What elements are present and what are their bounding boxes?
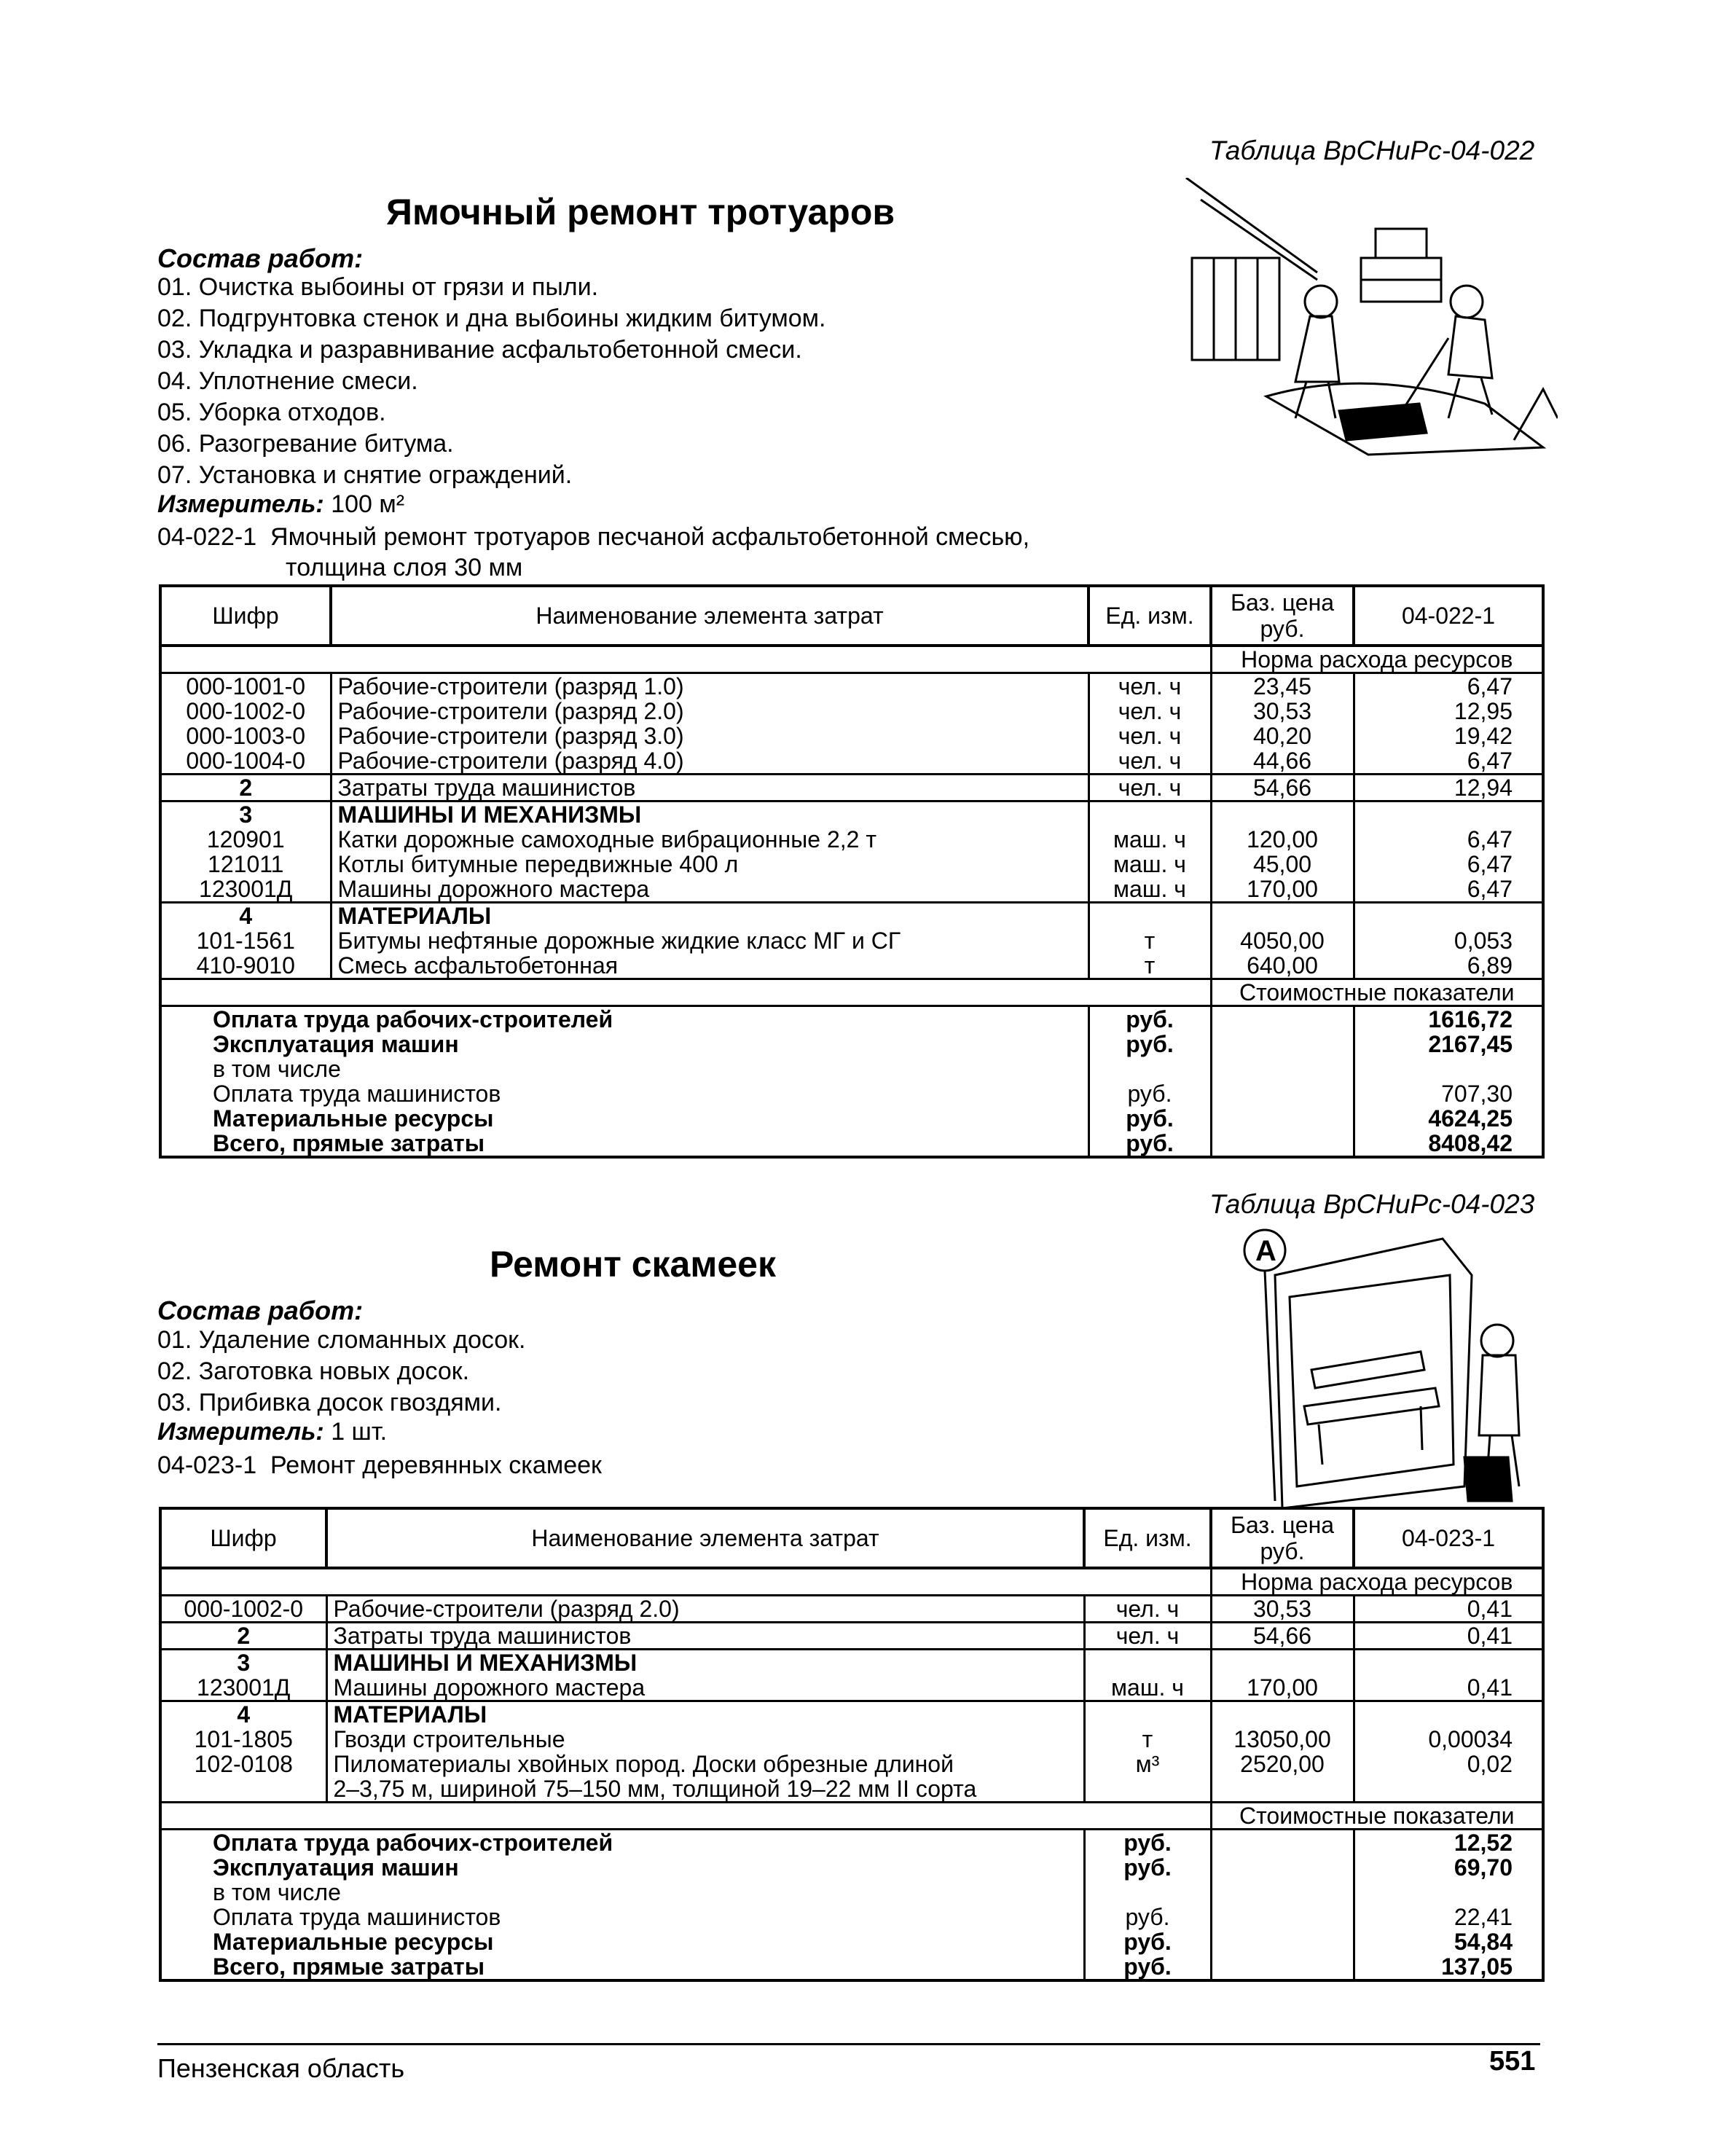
group-code: 4 — [160, 1701, 326, 1728]
work-step: 03. Прибивка досок гвоздями. — [157, 1389, 502, 1416]
cell-price: 54,66 — [1211, 1623, 1354, 1650]
cell-code: 123001Д — [160, 877, 331, 903]
table-row — [160, 673, 1543, 699]
cell-name: Затраты труда машинистов — [326, 1623, 1084, 1650]
cost-name: Материальные ресурсы — [213, 1105, 494, 1132]
cell-price: 40,20 — [1211, 724, 1354, 748]
cost-unit — [1084, 1880, 1211, 1905]
cost-row — [160, 1081, 1543, 1106]
cell-norm — [1354, 1776, 1543, 1803]
table-row — [160, 852, 1543, 877]
table-row — [160, 827, 1543, 852]
cell-price: 170,00 — [1211, 877, 1354, 903]
cell-norm: 0,41 — [1354, 1596, 1543, 1623]
work-steps-2 — [157, 1325, 525, 1419]
table-row — [160, 724, 1543, 748]
cost-unit: руб. — [1084, 1855, 1211, 1880]
header-code: 04-023-1 — [1354, 1508, 1543, 1568]
table-row — [160, 1623, 1543, 1650]
cell-price — [1211, 1701, 1354, 1728]
cell-name: Рабочие-строители (разряд 2.0) — [331, 699, 1088, 724]
table-row — [160, 953, 1543, 979]
cost-unit: руб. — [1088, 1032, 1211, 1057]
header-name: Наименование элемента затрат — [331, 586, 1088, 646]
cost-unit: руб. — [1084, 1929, 1211, 1954]
group-name: МАШИНЫ И МЕХАНИЗМЫ — [326, 1650, 1084, 1676]
cell-price: 23,45 — [1211, 673, 1354, 699]
cost-value: 137,05 — [1441, 1953, 1513, 1980]
bench-repair-drawing — [1231, 1224, 1552, 1512]
cost-price-empty — [1211, 1032, 1354, 1057]
cell-name: Рабочие-строители (разряд 3.0) — [331, 724, 1088, 748]
cell-name: Котлы битумные передвижные 400 л — [331, 852, 1088, 877]
cell-unit: чел. ч — [1084, 1596, 1211, 1623]
cell-norm — [1354, 1650, 1543, 1676]
cell-price: 30,53 — [1211, 699, 1354, 724]
cost-value: 12,52 — [1354, 1830, 1543, 1856]
cost-name: Материальные ресурсы — [213, 1929, 494, 1955]
cell-unit — [1084, 1650, 1211, 1676]
cell-code: 000-1002-0 — [160, 1596, 326, 1623]
cell-price: 640,00 — [1211, 953, 1354, 979]
cost-name: Оплата труда машинистов — [213, 1904, 501, 1930]
norma-label-row — [160, 1568, 1543, 1596]
cell-price: 30,53 — [1211, 1596, 1354, 1623]
work-step: 07. Установка и снятие ограждений. — [157, 461, 573, 489]
cost-value: 1616,72 — [1354, 1006, 1543, 1032]
cost-row — [160, 1057, 1543, 1081]
cost-name: Всего, прямые затраты — [213, 1953, 485, 1980]
table-header-row — [160, 586, 1543, 646]
spacer-cell — [160, 1803, 1211, 1830]
road-repair-drawing — [1179, 178, 1558, 458]
cost-unit: руб. — [1088, 1106, 1211, 1131]
spacer-cell — [160, 1568, 1211, 1596]
cell-norm: 6,47 — [1354, 673, 1543, 699]
cell-code: 102-0108 — [160, 1752, 326, 1776]
cost-price-empty — [1211, 1081, 1354, 1106]
cell-price — [1211, 1776, 1354, 1803]
code-description: Ремонт деревянных скамеек — [270, 1451, 602, 1479]
cell-code: 2 — [160, 1623, 326, 1650]
table-row — [160, 1776, 1543, 1803]
code-line-2 — [157, 1450, 602, 1481]
cell-norm: 6,47 — [1467, 826, 1513, 852]
code-number: 04-022-1 — [157, 523, 257, 551]
table-row — [160, 748, 1543, 775]
cost-name: в том числе — [213, 1056, 341, 1082]
cell-price — [1211, 903, 1354, 929]
table-header-row — [160, 1508, 1543, 1568]
header-unit: Ед. изм. — [1088, 586, 1211, 646]
cell-price: 54,66 — [1211, 775, 1354, 801]
header-code: 04-022-1 — [1354, 586, 1543, 646]
cell-code: 000-1001-0 — [160, 673, 331, 699]
cell-code: 000-1002-0 — [160, 699, 331, 724]
cell-name: Битумы нефтяные дорожные жидкие класс МГ и СГ — [331, 928, 1088, 953]
cell-code: 000-1003-0 — [160, 724, 331, 748]
cost-price-empty — [1211, 1131, 1354, 1157]
header-shifr: Шифр — [160, 1508, 326, 1568]
table-row — [160, 1596, 1543, 1623]
cell-price: 13050,00 — [1211, 1727, 1354, 1752]
cell-price — [1211, 801, 1354, 828]
group-code: 3 — [160, 1650, 326, 1676]
cost-unit — [1088, 1057, 1211, 1081]
table-row — [160, 699, 1543, 724]
cost-label-row — [160, 1803, 1543, 1830]
cell-unit: чел. ч — [1084, 1623, 1211, 1650]
work-step: 01. Очистка выбоины от грязи и пыли. — [157, 273, 599, 301]
cell-name: Машины дорожного мастера — [331, 877, 1088, 903]
cell-norm: 12,95 — [1454, 698, 1513, 724]
cell-unit — [1088, 801, 1211, 828]
cell-price: 44,66 — [1211, 748, 1354, 775]
izmeritel-value: 1 шт. — [331, 1418, 388, 1446]
cell-norm: 6,47 — [1467, 851, 1513, 877]
cost-value: 2167,45 — [1428, 1031, 1513, 1057]
cost-name: Всего, прямые затраты — [213, 1130, 485, 1156]
spacer-cell — [160, 979, 1211, 1006]
table-caption-1: Таблица ВрСНиРс-04-022 — [1209, 136, 1535, 165]
group-code: 4 — [160, 903, 331, 929]
table-row — [160, 1675, 1543, 1701]
cell-name: Рабочие-строители (разряд 2.0) — [326, 1596, 1084, 1623]
cell-name: Рабочие-строители (разряд 1.0) — [331, 673, 1088, 699]
cost-price-empty — [1211, 1905, 1354, 1929]
footer-rule — [157, 2043, 1540, 2045]
cost-row — [160, 1880, 1543, 1905]
izmeritel-2 — [157, 1418, 387, 1446]
work-step: 02. Заготовка новых досок. — [157, 1357, 470, 1385]
road-repair-workers-illustration — [1179, 178, 1558, 458]
cost-row — [160, 1830, 1543, 1856]
table-caption-2: Таблица ВрСНиРс-04-023 — [1209, 1189, 1535, 1219]
resource-table-1 — [159, 584, 1545, 1159]
izmeritel-value: 100 м² — [331, 490, 405, 518]
cell-unit: маш. ч — [1088, 827, 1211, 852]
cost-unit: руб. — [1088, 1081, 1211, 1106]
izmeritel-label: Измеритель: — [157, 1418, 324, 1446]
cell-code: 000-1004-0 — [160, 748, 331, 775]
sostav-label-2: Состав работ: — [157, 1295, 364, 1325]
cell-unit: маш. ч — [1084, 1675, 1211, 1701]
cost-value — [1354, 1880, 1543, 1905]
table-row — [160, 1752, 1543, 1776]
cost-value: 54,84 — [1454, 1929, 1513, 1955]
cost-label: Стоимостные показатели — [1211, 1803, 1543, 1830]
cell-code: 121011 — [160, 852, 331, 877]
cost-price-empty — [1211, 1855, 1354, 1880]
cell-norm: 19,42 — [1454, 723, 1513, 749]
cost-price-empty — [1211, 1880, 1354, 1905]
table-row — [160, 877, 1543, 903]
cost-unit: руб. — [1084, 1905, 1211, 1929]
cell-code: 2 — [160, 775, 331, 801]
cell-code: 123001Д — [160, 1675, 326, 1701]
cost-row — [160, 1131, 1543, 1157]
cost-value: 8408,42 — [1428, 1130, 1513, 1156]
cost-value: 69,70 — [1454, 1854, 1513, 1881]
cost-name: Эксплуатация машин — [213, 1854, 459, 1881]
norma-label-row — [160, 646, 1543, 673]
cell-price: 170,00 — [1211, 1675, 1354, 1701]
cell-unit: чел. ч — [1088, 748, 1211, 775]
resource-table-2 — [159, 1507, 1545, 1982]
cell-norm: 0,00034 — [1428, 1726, 1513, 1752]
cell-unit: т — [1088, 928, 1211, 953]
cell-unit: т — [1088, 953, 1211, 979]
cost-unit: руб. — [1084, 1954, 1211, 1980]
work-step: 06. Разогревание битума. — [157, 430, 454, 458]
cost-value: 22,41 — [1454, 1904, 1513, 1930]
cost-row — [160, 1905, 1543, 1929]
cell-norm: 6,47 — [1354, 877, 1543, 903]
cell-norm: 0,053 — [1454, 928, 1513, 954]
cell-name: Катки дорожные самоходные вибрационные 2,2 т — [331, 827, 1088, 852]
cell-unit: маш. ч — [1088, 877, 1211, 903]
cell-norm — [1354, 801, 1543, 828]
cost-value: 707,30 — [1441, 1081, 1513, 1107]
cell-name-cont: 2–3,75 м, шириной 75–150 мм, толщиной 19–22 мм II сорта — [326, 1776, 1084, 1803]
cell-price: 4050,00 — [1211, 928, 1354, 953]
izmeritel-1 — [157, 490, 404, 519]
cost-price-empty — [1211, 1106, 1354, 1131]
cost-unit: руб. — [1084, 1830, 1211, 1856]
table-row — [160, 775, 1543, 801]
cost-row — [160, 1006, 1543, 1032]
cost-row — [160, 1855, 1543, 1880]
cell-norm: 6,47 — [1354, 748, 1543, 775]
cell-code — [160, 1776, 326, 1803]
cost-price-empty — [1211, 1006, 1354, 1032]
cost-row — [160, 1954, 1543, 1980]
cell-unit — [1084, 1776, 1211, 1803]
group-row — [160, 903, 1543, 929]
work-steps-1 — [157, 272, 825, 491]
cell-unit: т — [1084, 1727, 1211, 1752]
cell-norm: 0,02 — [1467, 1751, 1513, 1777]
work-step: 01. Удаление сломанных досок. — [157, 1326, 526, 1354]
work-step: 05. Уборка отходов. — [157, 399, 386, 426]
cost-row — [160, 1929, 1543, 1954]
group-row — [160, 801, 1543, 828]
cost-price-empty — [1211, 1929, 1354, 1954]
cell-code: 101-1805 — [160, 1727, 326, 1752]
group-row — [160, 1650, 1543, 1676]
cell-unit: чел. ч — [1088, 775, 1211, 801]
table-row — [160, 928, 1543, 953]
norma-label: Норма расхода ресурсов — [1211, 1568, 1543, 1596]
header-unit: Ед. изм. — [1084, 1508, 1211, 1568]
code-description-cont: толщина слоя 30 мм — [286, 554, 523, 581]
cost-price-empty — [1211, 1057, 1354, 1081]
cost-name: Оплата труда машинистов — [213, 1081, 501, 1107]
code-description: Ямочный ремонт тротуаров песчаной асфальтобетонной смесью, — [270, 523, 1030, 551]
izmeritel-label: Измеритель: — [157, 490, 324, 518]
cell-unit: чел. ч — [1088, 724, 1211, 748]
cell-norm: 0,41 — [1354, 1675, 1543, 1701]
cell-unit — [1088, 903, 1211, 929]
cell-norm — [1354, 1701, 1543, 1728]
section-title-1: Ямочный ремонт тротуаров — [386, 192, 895, 232]
group-row — [160, 1701, 1543, 1728]
work-step: 02. Подгрунтовка стенок и дна выбоины жидким битумом. — [157, 305, 826, 332]
norma-label: Норма расхода ресурсов — [1211, 646, 1543, 673]
cell-price: 120,00 — [1211, 827, 1354, 852]
cost-value — [1354, 1057, 1543, 1081]
footer-region: Пензенская область — [157, 2053, 405, 2083]
cost-price-empty — [1211, 1830, 1354, 1856]
cell-name: Смесь асфальтобетонная — [331, 953, 1088, 979]
group-code: 3 — [160, 801, 331, 828]
cell-unit: м³ — [1084, 1752, 1211, 1776]
cell-code: 120901 — [160, 827, 331, 852]
group-name: МАТЕРИАЛЫ — [331, 903, 1088, 929]
cell-name: Гвозди строительные — [326, 1727, 1084, 1752]
cell-norm: 0,41 — [1354, 1623, 1543, 1650]
header-shifr: Шифр — [160, 586, 331, 646]
code-number: 04-023-1 — [157, 1451, 257, 1479]
cell-price: 2520,00 — [1211, 1752, 1354, 1776]
cost-name: Оплата труда рабочих-строителей — [160, 1006, 1088, 1032]
cell-unit: чел. ч — [1088, 699, 1211, 724]
spacer-cell — [160, 646, 1211, 673]
cell-name: Затраты труда машинистов — [331, 775, 1088, 801]
bench-repair-illustration — [1231, 1224, 1552, 1512]
header-price: Баз. цена руб. — [1211, 1508, 1354, 1568]
cell-code: 410-9010 — [160, 953, 331, 979]
code-line-1 — [157, 522, 1029, 552]
cost-row — [160, 1032, 1543, 1057]
header-price: Баз. цена руб. — [1211, 586, 1354, 646]
section-title-2: Ремонт скамеек — [490, 1244, 776, 1285]
cost-label-row — [160, 979, 1543, 1006]
page-number: 551 — [1489, 2046, 1536, 2077]
work-step: 03. Укладка и разравнивание асфальтобетонной смеси. — [157, 336, 802, 364]
cost-name: Эксплуатация машин — [213, 1031, 459, 1057]
sostav-label-1: Состав работ: — [157, 243, 364, 273]
table-row — [160, 1727, 1543, 1752]
cost-row — [160, 1106, 1543, 1131]
cell-code: 101-1561 — [160, 928, 331, 953]
cell-norm: 12,94 — [1354, 775, 1543, 801]
cell-unit — [1084, 1701, 1211, 1728]
cost-unit: руб. — [1088, 1131, 1211, 1157]
cost-unit: руб. — [1088, 1006, 1211, 1032]
cell-name: Машины дорожного мастера — [326, 1675, 1084, 1701]
cell-price — [1211, 1650, 1354, 1676]
cell-name: Рабочие-строители (разряд 4.0) — [331, 748, 1088, 775]
group-name: МАТЕРИАЛЫ — [326, 1701, 1084, 1728]
cost-name: Оплата труда рабочих-строителей — [160, 1830, 1084, 1856]
work-step: 04. Уплотнение смеси. — [157, 367, 418, 395]
cell-unit: маш. ч — [1088, 852, 1211, 877]
header-name: Наименование элемента затрат — [326, 1508, 1084, 1568]
cost-name: в том числе — [213, 1879, 341, 1905]
cell-price: 45,00 — [1211, 852, 1354, 877]
group-name: МАШИНЫ И МЕХАНИЗМЫ — [331, 801, 1088, 828]
cost-value: 4624,25 — [1428, 1105, 1513, 1132]
cell-name: Пиломатериалы хвойных пород. Доски обрезные длиной — [326, 1752, 1084, 1776]
cost-label: Стоимостные показатели — [1211, 979, 1543, 1006]
cell-unit: чел. ч — [1088, 673, 1211, 699]
cost-price-empty — [1211, 1954, 1354, 1980]
cell-norm — [1354, 903, 1543, 929]
sign-letter: A — [1255, 1235, 1276, 1267]
cell-norm: 6,89 — [1354, 953, 1543, 979]
